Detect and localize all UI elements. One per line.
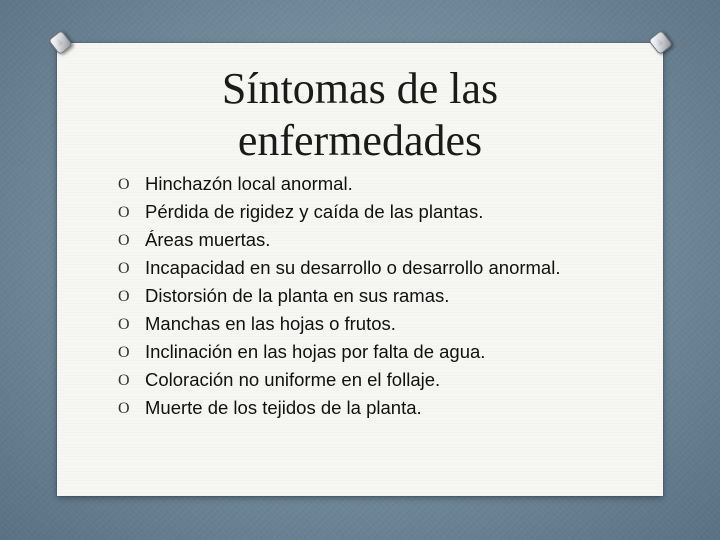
- bullet-text: Muerte de los tejidos de la planta.: [145, 397, 422, 418]
- bullet-text: Distorsión de la planta en sus ramas.: [145, 285, 450, 306]
- bullet-marker: O: [118, 372, 130, 389]
- bullet-marker: O: [118, 260, 130, 277]
- bullet-marker: O: [118, 176, 130, 193]
- bullet-item: [118, 338, 560, 366]
- bullet-item: [118, 226, 560, 254]
- title-line-2: enfermedades: [237, 116, 483, 165]
- bullet-text: Coloración no uniforme en el follaje.: [145, 369, 441, 390]
- bullet-text: Inclinación en las hojas por falta de agua.: [145, 341, 486, 362]
- bullet-marker: O: [118, 344, 130, 361]
- bullet-item: [118, 170, 560, 198]
- bullet-list: [118, 170, 560, 422]
- bullet-item: [118, 198, 560, 226]
- bullet-marker: O: [118, 204, 130, 221]
- bullet-text: Incapacidad en su desarrollo o desarrollo anormal.: [145, 257, 561, 278]
- bullet-text: Áreas muertas.: [145, 229, 271, 250]
- bullet-text: Pérdida de rigidez y caída de las plantas.: [145, 201, 484, 222]
- bullet-item: [118, 310, 560, 338]
- bullet-marker: O: [118, 316, 130, 333]
- bullet-text: Hinchazón local anormal.: [145, 173, 353, 194]
- bullet-item: [118, 366, 560, 394]
- title-line-1: Síntomas de las: [221, 64, 499, 113]
- slide-title: [0, 63, 720, 167]
- bullet-marker: O: [118, 288, 130, 305]
- bullet-marker: O: [118, 232, 130, 249]
- bullet-item: [118, 282, 560, 310]
- bullet-item: [118, 254, 560, 282]
- bullet-marker: O: [118, 400, 130, 417]
- bullet-item: [118, 394, 560, 422]
- bullet-text: Manchas en las hojas o frutos.: [145, 313, 396, 334]
